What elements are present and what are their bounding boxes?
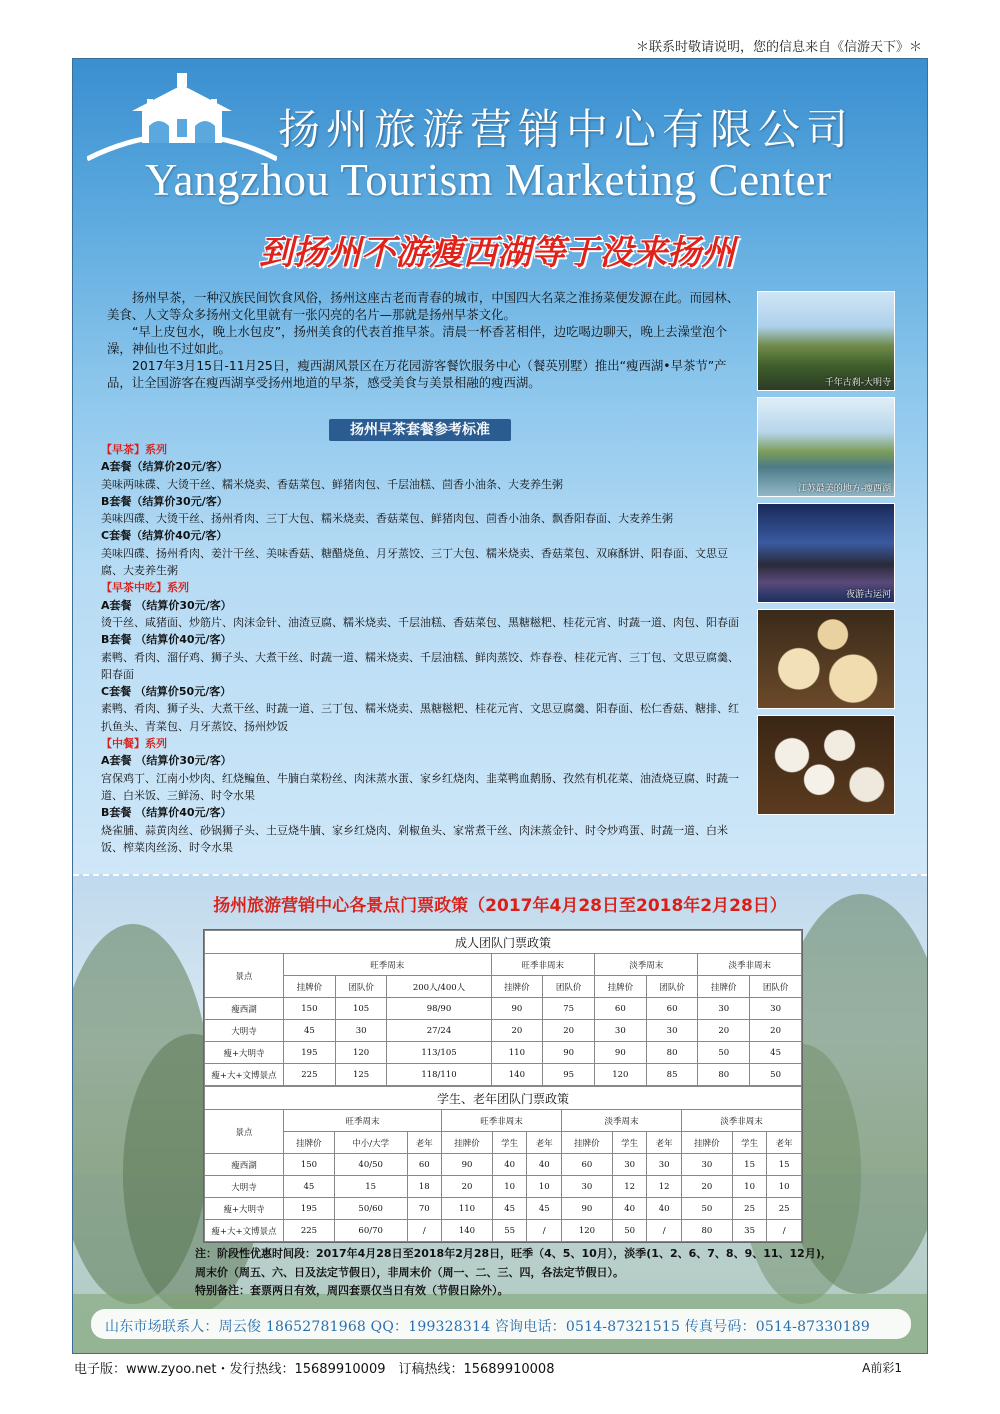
season-header: 淡季非周末 [681,1110,801,1132]
sub-header: 200人/400人 [387,976,491,998]
cell: 20 [681,1176,732,1198]
note-line: 注：阶段性优惠时间段：2017年4月28日至2018年2月28日，旺季（4、5、10月），淡季(1、2、6、7、8、9、11、12月)， [195,1247,832,1260]
photo-slender-west-lake [757,397,895,497]
cell: 20 [491,1020,543,1042]
cell: 大明寺 [205,1020,284,1042]
cell: 150 [284,998,336,1020]
cell: 15 [767,1154,802,1176]
cell: 120 [594,1064,646,1086]
cell: 195 [284,1042,336,1064]
sub-header: 老年 [527,1132,562,1154]
cell: 50 [698,1042,750,1064]
cell: 30 [647,1154,682,1176]
cell: 140 [442,1220,493,1242]
series-title: 【早茶】系列 [101,443,167,456]
sub-header: 老年 [407,1132,442,1154]
cell: 20 [750,1020,802,1042]
cell: 瘦+大明寺 [205,1198,284,1220]
set-title: A套餐 （结算价30元/客） [101,754,232,768]
cell: 15 [334,1176,407,1198]
cell: 10 [767,1176,802,1198]
cell: 25 [767,1198,802,1220]
sub-header: 团队价 [646,976,698,998]
cell: 30 [646,1020,698,1042]
cell: 45 [750,1042,802,1064]
cell: 50 [681,1198,732,1220]
cell: 27/24 [387,1020,491,1042]
photo-steamed-buns [757,609,895,709]
set-items: 素鸭、肴肉、狮子头、大煮干丝、时蔬一道、三丁包、糯米烧卖、黑糖糍粑、桂花元宵、文思豆腐羹、阳春面、松仁香菇、糖排、红扒鱼头、青菜包、月牙蒸饺、扬州炒饭 [101,702,739,733]
sub-header: 学生 [732,1132,767,1154]
cell: 45 [527,1198,562,1220]
cell: 10 [732,1176,767,1198]
set-items: 美味四碟、扬州肴肉、姜汁干丝、美味香菇、糖醋烧鱼、月牙蒸饺、三丁大包、糯米烧卖、香菇菜包、双麻酥饼、阳春面、文思豆腐、大麦养生粥 [101,546,728,578]
table-row [205,1154,802,1176]
set-title: B套餐（结算价30元/客） [101,494,228,508]
cell: 20 [543,1020,595,1042]
set-items: 烫干丝、咸猪面、炒筋片、肉沫金针、油渣豆腐、糯米烧卖、千层油糕、香菇菜包、黑糖糍粑、桂花元宵、时蔬一道、肉包、阳春面 [101,615,739,629]
cell: 85 [646,1064,698,1086]
cell: 75 [543,998,595,1020]
set-title: B套餐 （结算价40元/客） [101,806,232,820]
cell: 40/50 [334,1154,407,1176]
source-notice: ＊联系时敬请说明，您的信息来自《信游天下》＊ [635,40,922,55]
cell: 30 [594,1020,646,1042]
table-row [205,1220,802,1242]
cell: 15 [732,1154,767,1176]
package-heading: 扬州早茶套餐参考标准 [329,419,511,441]
series-title: 【早茶中吃】系列 [101,581,189,595]
slogan: 到扬州不游瘦西湖等于没来扬州 [259,233,735,273]
cell: 10 [492,1176,527,1198]
table-caption: 学生、老年团队门票政策 [205,1087,802,1110]
cell: 45 [284,1020,336,1042]
cell: 95 [543,1064,595,1086]
cell: 125 [335,1064,387,1086]
cell: 90 [543,1042,595,1064]
company-name-en: Yangzhou Tourism Marketing Center [145,155,832,205]
cell: 110 [442,1198,493,1220]
intro-text [107,289,747,391]
table-row [205,1176,802,1198]
cell: 30 [698,998,750,1020]
intro-paragraph: “早上皮包水，晚上水包皮”，扬州美食的代表首推早茶。清晨一杯香茗相伴，边吃喝边聊天，晚上去澡堂泡个澡，神仙也不过如此。 [107,324,728,356]
section-divider [73,874,927,876]
sub-header: 中小/大学 [334,1132,407,1154]
cell: 60 [562,1154,613,1176]
sub-header: 挂牌价 [698,976,750,998]
cell: 25 [732,1198,767,1220]
cell: 60 [407,1154,442,1176]
note-line: 周末价（周五、六、日及法定节假日），非周末价（周一、二、三、四，各法定节假日）。 [195,1265,624,1279]
cell: 30 [562,1176,613,1198]
student-senior-ticket-table [204,1086,802,1242]
cell: 瘦+大+文博景点 [205,1064,284,1086]
cell: 60 [646,998,698,1020]
cell: 30 [612,1154,647,1176]
cell: 50 [750,1064,802,1086]
cell: 45 [492,1198,527,1220]
cell: 40 [492,1154,527,1176]
cell: 18 [407,1176,442,1198]
cell: 60 [594,998,646,1020]
cell: 113/105 [387,1042,491,1064]
cell: 瘦+大+文博景点 [205,1220,284,1242]
sub-header: 团队价 [335,976,387,998]
set-items: 素鸭、肴肉、溜仔鸡、狮子头、大煮干丝、时蔬一道、糯米烧卖、千层油糕、鲜肉蒸饺、炸春卷、桂花元宵、三丁包、文思豆腐羹、阳春面 [101,650,739,681]
photo-caption: 千年古刹-大明寺 [824,378,891,388]
cell: 105 [335,998,387,1020]
table-row [205,1064,802,1086]
sub-header: 挂牌价 [442,1132,493,1154]
cell: 40 [612,1198,647,1220]
cell: 90 [442,1154,493,1176]
intro-paragraph: 扬州早茶，一种汉族民间饮食风俗，扬州这座古老而青春的城市，中国四大名菜之淮扬菜便发源在此。而园林、美食、人文等众多扬州文化里就有一张闪亮的名片—那就是扬州早茶文化。 [107,290,740,322]
contact-info: 山东市场联系人：周云俊 18652781968 QQ：199328314 咨询电话：0514-87321515 传真号码：0514-87330189 [105,1319,870,1335]
cell: 90 [562,1198,613,1220]
footer-publisher: 电子版：www.zyoo.net・发行热线：15689910009 订稿热线：15689910008 [74,1362,555,1377]
cell: 10 [527,1176,562,1198]
sub-header: 挂牌价 [491,976,543,998]
cell: 30 [681,1154,732,1176]
cell: 20 [442,1176,493,1198]
sub-header: 挂牌价 [594,976,646,998]
sub-header: 团队价 [543,976,595,998]
cell: 118/110 [387,1064,491,1086]
sub-header: 团队价 [750,976,802,998]
sub-header: 挂牌价 [562,1132,613,1154]
sub-header: 老年 [767,1132,802,1154]
set-items: 宫保鸡丁、江南小炒肉、红烧鳊鱼、牛腩白菜粉丝、肉沫蒸水蛋、家乡红烧肉、韭菜鸭血鹅肠、孜然有机花菜、油渣烧豆腐、时蔬一道、白米饭、三鲜汤、时令水果 [101,771,739,802]
sub-header: 挂牌价 [284,976,336,998]
ticket-tables [203,929,803,1243]
cell: 90 [594,1042,646,1064]
cell: 20 [698,1020,750,1042]
photo-grand-canal-night [757,503,895,603]
set-title: A套餐（结算价20元/客） [101,460,228,474]
sub-header: 学生 [492,1132,527,1154]
set-title: C套餐 （结算价50元/客） [101,685,232,699]
cell: 225 [284,1220,335,1242]
cell: 80 [681,1220,732,1242]
season-header: 淡季周末 [594,954,697,976]
page-number: A前彩1 [862,1361,902,1375]
cell: 80 [698,1064,750,1086]
cell: / [767,1220,802,1242]
cell: 30 [750,998,802,1020]
cell: / [407,1220,442,1242]
season-header: 旺季非周末 [491,954,594,976]
photo-caption: 夜游古运河 [845,590,891,600]
table-row [205,1198,802,1220]
cell: 50 [612,1220,647,1242]
cell: 12 [612,1176,647,1198]
menu-list [101,441,746,856]
adult-ticket-table [204,930,802,1086]
cell: 瘦+大明寺 [205,1042,284,1064]
table-row [205,1020,802,1042]
poster-frame [72,58,928,1354]
cell: 40 [527,1154,562,1176]
set-title: A套餐 （结算价30元/客） [101,598,232,612]
cell: 40 [647,1198,682,1220]
cell: / [647,1220,682,1242]
photo-column [757,291,895,821]
table-row [205,998,802,1020]
set-title: B套餐 （结算价40元/客） [101,633,232,647]
season-header: 淡季周末 [562,1110,682,1132]
cell: 大明寺 [205,1176,284,1198]
season-header: 旺季非周末 [442,1110,562,1132]
cell: 50/60 [334,1198,407,1220]
ticket-policy-title: 扬州旅游营销中心各景点门票政策（2017年4月28日至2018年2月28日） [213,896,787,916]
set-items: 美味两味碟、大烫干丝、糯米烧卖、香菇菜包、鲜猪肉包、千层油糕、茴香小油条、大麦养生粥 [101,477,563,491]
cell: 98/90 [387,998,491,1020]
cell: 35 [732,1220,767,1242]
set-title: C套餐（结算价40元/客） [101,529,228,543]
cell: 45 [284,1176,335,1198]
table-row [205,1042,802,1064]
cell: / [527,1220,562,1242]
cell: 90 [491,998,543,1020]
photo-caption: 江苏最美的地方-瘦西湖 [797,484,891,494]
cell: 60/70 [334,1220,407,1242]
policy-notes [195,1245,875,1301]
cell: 150 [284,1154,335,1176]
column-header: 景点 [205,1110,284,1154]
photo-daming-temple [757,291,895,391]
cell: 120 [335,1042,387,1064]
cell: 80 [646,1042,698,1064]
cell: 120 [562,1220,613,1242]
sub-header: 挂牌价 [681,1132,732,1154]
cell: 195 [284,1198,335,1220]
cell: 瘦西湖 [205,1154,284,1176]
cell: 12 [647,1176,682,1198]
intro-paragraph: 2017年3月15日-11月25日，瘦西湖风景区在万花园游客餐饮服务中心（餐英別墅）推出“瘦西湖•早茶节”产品，让全国游客在瘦西湖享受扬州地道的早茶，感受美食与美景相融的瘦西湖。 [107,358,727,390]
column-header: 景点 [205,954,284,998]
sub-header: 老年 [647,1132,682,1154]
cell: 70 [407,1198,442,1220]
series-title: 【中餐】系列 [101,737,167,751]
sub-header: 挂牌价 [284,1132,335,1154]
photo-dumplings [757,715,895,815]
pavilion-logo-icon [87,71,277,161]
note-line: 特别备注：套票两日有效，周四套票仅当日有效（节假日除外）。 [195,1284,509,1297]
set-items: 美味四碟、大烫干丝、扬州肴肉、三丁大包、糯米烧卖、香菇菜包、鲜猪肉包、茴香小油条、飘香阳春面、大麦养生粥 [101,512,673,526]
season-header: 旺季周末 [284,954,492,976]
cell: 225 [284,1064,336,1086]
cell: 30 [335,1020,387,1042]
cell: 110 [491,1042,543,1064]
sub-header: 学生 [612,1132,647,1154]
season-header: 旺季周末 [284,1110,442,1132]
set-items: 烧雀脯、蒜黄肉丝、砂锅狮子头、土豆烧牛腩、家乡红烧肉、剁椒鱼头、家常煮干丝、肉沫蒸金针、时令炒鸡蛋、时蔬一道、白米饭、榨菜肉丝汤、时令水果 [101,823,728,854]
season-header: 淡季非周末 [698,954,802,976]
cell: 瘦西湖 [205,998,284,1020]
cell: 140 [491,1064,543,1086]
company-name-cn: 扬州旅游营销中心有限公司 [278,105,855,154]
cell: 55 [492,1220,527,1242]
table-caption: 成人团队门票政策 [205,931,802,954]
